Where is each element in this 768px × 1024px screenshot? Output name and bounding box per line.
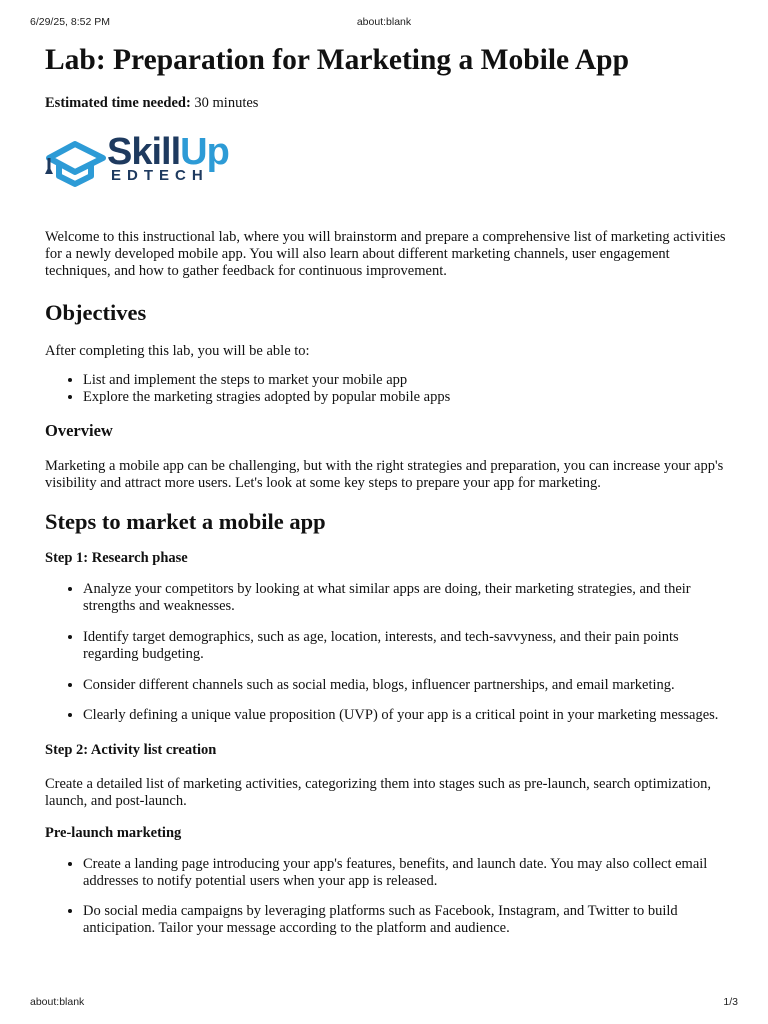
list-item: • Clearly defining a unique value proposition (UVP) of your app is a critical point in your marketing messages. — [83, 707, 735, 724]
document-title: Lab: Preparation for Marketing a Mobile App — [45, 44, 629, 76]
print-page-title: about:blank — [356, 16, 412, 28]
step1-list — [45, 581, 735, 724]
list-item: • Consider different channels such as social media, blogs, influencer partnerships, and email marketing. — [83, 677, 735, 694]
overview-heading: Overview — [45, 420, 113, 440]
print-url: about:blank — [30, 996, 85, 1008]
objectives-list — [45, 372, 735, 406]
list-item: • Explore the marketing stragies adopted by popular mobile apps — [83, 389, 735, 406]
print-timestamp: 6/29/25, 8:52 PM — [30, 16, 110, 28]
list-item: • Create a landing page introducing your app's features, benefits, and launch date. You may also collect email addresses to notify potential users when your app is released. — [83, 856, 735, 890]
logo-word-up: Up — [180, 131, 229, 173]
document-body — [45, 40, 735, 937]
skillup-logo — [45, 132, 245, 196]
page-number: 1/3 — [723, 996, 738, 1008]
logo-word-skill: Skill — [107, 131, 181, 173]
estimated-time-value: 30 minutes — [190, 95, 259, 111]
objectives-heading: Objectives — [45, 300, 147, 326]
intro-paragraph: Welcome to this instructional lab, where you will brainstorm and prepare a comprehensive list of marketing activities for a newly developed mobile app. You will also learn about different marketing channels, user engagement techniques, and how to gather feedback for continuous improvement. — [45, 229, 726, 279]
list-item: • List and implement the steps to market your mobile app — [83, 372, 735, 389]
step2-paragraph: Create a detailed list of marketing activities, categorizing them into stages such as pre-launch, search optimization, launch, and post-launch. — [45, 776, 711, 809]
step2-heading: Step 2: Activity list creation — [45, 742, 217, 759]
graduation-cap-logo-icon — [45, 136, 107, 188]
logo-wordmark — [107, 132, 229, 172]
estimated-time — [45, 94, 735, 112]
objectives-lead: After completing this lab, you will be able to: — [45, 343, 310, 360]
steps-heading: Steps to market a mobile app — [45, 509, 326, 535]
list-item: • Do social media campaigns by leveraging platforms such as Facebook, Instagram, and Twitter to build anticipation. Tailor your message according to the platform and audience. — [83, 903, 735, 937]
step1-heading: Step 1: Research phase — [45, 550, 188, 567]
estimated-time-label: Estimated time needed: — [45, 95, 191, 111]
prelaunch-list — [45, 856, 735, 937]
list-item: • Identify target demographics, such as age, location, interests, and tech-savvyness, and their pain points regarding budgeting. — [83, 629, 735, 663]
print-header — [30, 16, 738, 30]
overview-paragraph: Marketing a mobile app can be challenging, but with the right strategies and preparation, you can increase your app's visibility and attract more users. Let's look at some key steps to prepare your app for marketing. — [45, 457, 724, 491]
list-item: • Analyze your competitors by looking at what similar apps are doing, their marketing strategies, and their strengths and weaknesses. — [83, 581, 735, 615]
print-footer — [30, 996, 738, 1010]
prelaunch-heading: Pre-launch marketing — [45, 824, 182, 841]
logo-subtitle: EDTECH — [111, 167, 209, 184]
